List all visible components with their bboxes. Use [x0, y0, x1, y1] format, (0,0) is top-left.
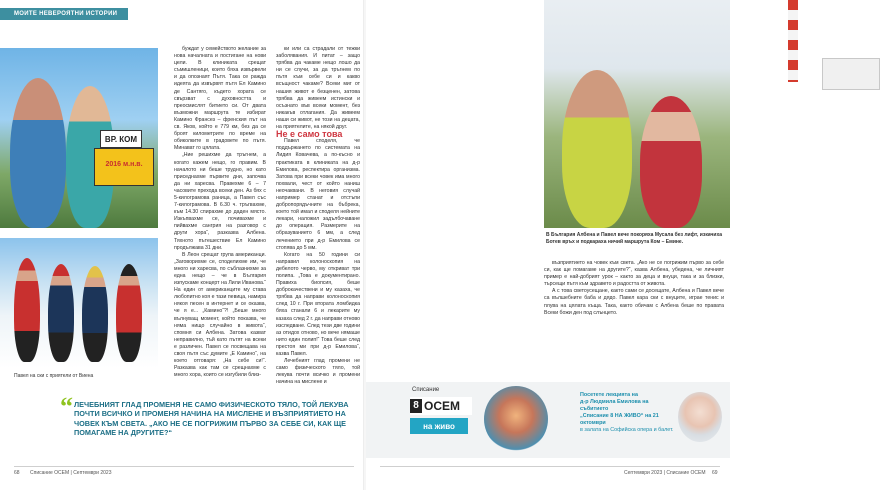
tv-tower — [788, 0, 798, 82]
tree-illustration — [484, 386, 548, 452]
footer-divider — [380, 466, 720, 467]
logo-8-icon: 8 — [410, 399, 422, 413]
page-footer: Списание ОСЕМ | Септември 2023 — [30, 470, 112, 476]
skier-2 — [48, 264, 74, 362]
couple-summit-photo — [0, 48, 158, 228]
article-column-3-top — [382, 46, 470, 376]
section-header: МОИТЕ НЕВЕРОЯТНИ ИСТОРИИ — [0, 8, 128, 20]
paragraph: В Леон срещат група американци. „Заговорихме се, споделихме им, че много ни харесва, по съблазнихме за една нещо – че в България изпускаме концерт на Лили Иванова.“ На един от американците му става любопитно коя е тази певица, намира някоя песен в интернет и се оказва, че я е... „Камино“?! „Беше много вълнуващ момент, който показва, че няма нищо случайно в живота“, спомня си Албена. Затова казват неправилно, тъй като пътят на всеки е различен. Павел се посвещава на своя пътя със думите „Е Камино“, на което отговаря: „На себе си!“. Разказва как там се срещнахме с много хора, които се изгубили близ- — [174, 251, 266, 379]
summit-building — [822, 58, 880, 90]
elevation-sign — [94, 148, 154, 186]
page-footer: Септември 2023 | Списание ОСЕМ — [624, 470, 706, 476]
article-column-2 — [276, 46, 360, 386]
peak-sign: ВР. КОМ — [100, 130, 142, 148]
man-figure — [10, 78, 66, 228]
skier-1 — [14, 258, 40, 362]
paragraph: А с това светоусещане, както сами се досещате, Албена и Павел вече са вълшебните баба и дядо. Павел кара ски с внуците, играе тенис и плува на цялата къща. Така, както обичам с Албена беше по правата Всеки божи ден под слънцето. — [544, 288, 724, 316]
woman-figure — [640, 96, 702, 228]
ad-line-1: Посетете лекцията на — [580, 392, 638, 398]
skier-3 — [82, 266, 108, 362]
man-figure — [562, 70, 632, 228]
footer-divider — [14, 466, 354, 467]
logo-text: ОСЕМ — [424, 399, 460, 413]
paragraph: буждат у семейството желание за нова началната и постигане на нови цели. В клиниката срещат съмишленици, които бяха извървели и да опознаят Пътя. Така се ражда идеята да извървят пътя Ел Камино де Сантяго, където хората се свързват с духовността и преосмислят битието си. От двата възможни маршрута те избират Камино Франсез – френския път на св. Яков, който е 779 км, без да се броят километрите по време на обиколките в градовете по пътя. Минават го цялата. — [174, 46, 266, 152]
article-column-1 — [174, 46, 266, 379]
pull-quote: ЛЕЧЕБНИЯТ ГЛАД ПРОМЕНЯ НЕ САМО ФИЗИЧЕСКОТО ТЯЛО, ТОЙ ЛЕКУВА ПОЧТИ ВСИЧКО И ПРОМЕНЯ НАЧИНА НА МИСЛЕНЕ И ВЪЗПРИЯТИЕТО НА ЧОВЕК КЪМ СВЕТА. „АКО НЕ СЕ ПОГРИЖИМ ПЪРВО ЗА СЕБЕ СИ, КАК ЩЕ ПОМАГАМЕ НА ДРУГИТЕ?“ — [74, 400, 349, 438]
live-badge: на живо — [410, 418, 468, 434]
ad-line-2: д-р Людмила Емилова на събитието — [580, 399, 649, 412]
paragraph: Павел споделя, че поддържането по системата на Лидия Ковачева, а по-късно и практиката в клиниката на д-р Емилова, респектира организма. Затова при всеки човек има много похвали, чест от който наниш неочаквани. В неговия случай например станат и отстъпи добропорядъчните на бъбрека, което той имал и споделя нейните лекари, наложил задълбочаване до операция. Размерите на образуванието 6 мм, а след лечението при д-р Емилова се стопява до 5 мм. — [276, 138, 360, 251]
ad-line-3: „Списание 8 НА ЖИВО“ на 21 октомври — [580, 413, 659, 426]
elevation-text: 2016 м.н.в. — [105, 161, 143, 168]
ad-line-4: в залата на Софийска опера и балет. — [580, 427, 674, 433]
ad-description — [580, 392, 676, 434]
magazine-logo — [410, 397, 472, 415]
photo-caption-left: Павел на ски с приятели от Виена — [14, 373, 94, 379]
paragraph: ки или са страдали от тежки заболявания. И питат – защо трябва да чакаме нещо лошо да ни се случи, за да тръгнем по пътя към себе си и какво всъщност чакаме? Всеки миг от нашия живот е безценен, затова трябва да живеем истински и осъзнато във всеки момент, без никакъв отлагания. Да живеем наши си живот, не този на децата, на приятелите, на някой друг. — [276, 46, 360, 131]
ski-group-photo — [0, 238, 158, 368]
article-column-3 — [544, 260, 724, 380]
right-page — [366, 0, 730, 490]
page-number: 69 — [712, 470, 718, 476]
left-page — [0, 0, 364, 490]
couple-mountain-photo — [544, 0, 730, 228]
paragraph: „Ние решихме да тръгнем, а когато кажем нещо, го правим. В началото ни беше трудно, но като приседнахме първите дни, започва да ни харесва. Правехме 6 – 7 часовите прехода всеки ден. Аз бях с 5-килограмова раница, а Павел със 7-килограмова. В 6.30 ч. тръгвахме, към 14.30 спирахме до даден място. Изкъпвахме се, почивахме и пийвахме сангрия на разговор с други хора“, разказва Албена. Тяхното пътешествие Ел Камино продължава 31 дни. — [174, 152, 266, 251]
speaker-portrait — [678, 392, 722, 442]
ad-logo-label: Списание — [412, 387, 440, 393]
paragraph: Лечебният глад промени не само физическото тяло, той лекува почти всичко и промени начина на мислене и — [276, 358, 360, 386]
paragraph: Когато на 50 години си направил колоноскопия на дебелото черво, му откриват три полипа. „Това е документирано. Правиха биопсия, беше доброкачествени и му казаха, че трябва да направи колоноскопия след 10 г. При втората ломбидка бяха станали 6 и лекарите му казаха след 2 г. да направи отново изследване. След тези две години аз отидох отново, но вече нямаше нито един полип!“ Това беше след престоя ми при д-р Емилова“, казва Павел. — [276, 251, 360, 358]
paragraph: възприятието на човек към света. „Ако не се погрижим първо за себе си, как ще помагаме на другите?“, казва Албена, убедена, че личният пример е най-добрият урок – както за деца и внуци, така и за близки, търсещи пътя към здравето и радостта от живота. — [544, 260, 724, 288]
skier-4 — [116, 264, 142, 362]
quote-mark-icon: “ — [60, 392, 73, 421]
photo-caption-right: В България Албена и Павел вече покоряха Мусала без лифт, изкачиха Ботев връх и подкараха ничий маршрута Ком – Емине. — [546, 232, 723, 245]
subheading: Не е само това — [276, 129, 343, 140]
page-number: 68 — [14, 470, 20, 476]
